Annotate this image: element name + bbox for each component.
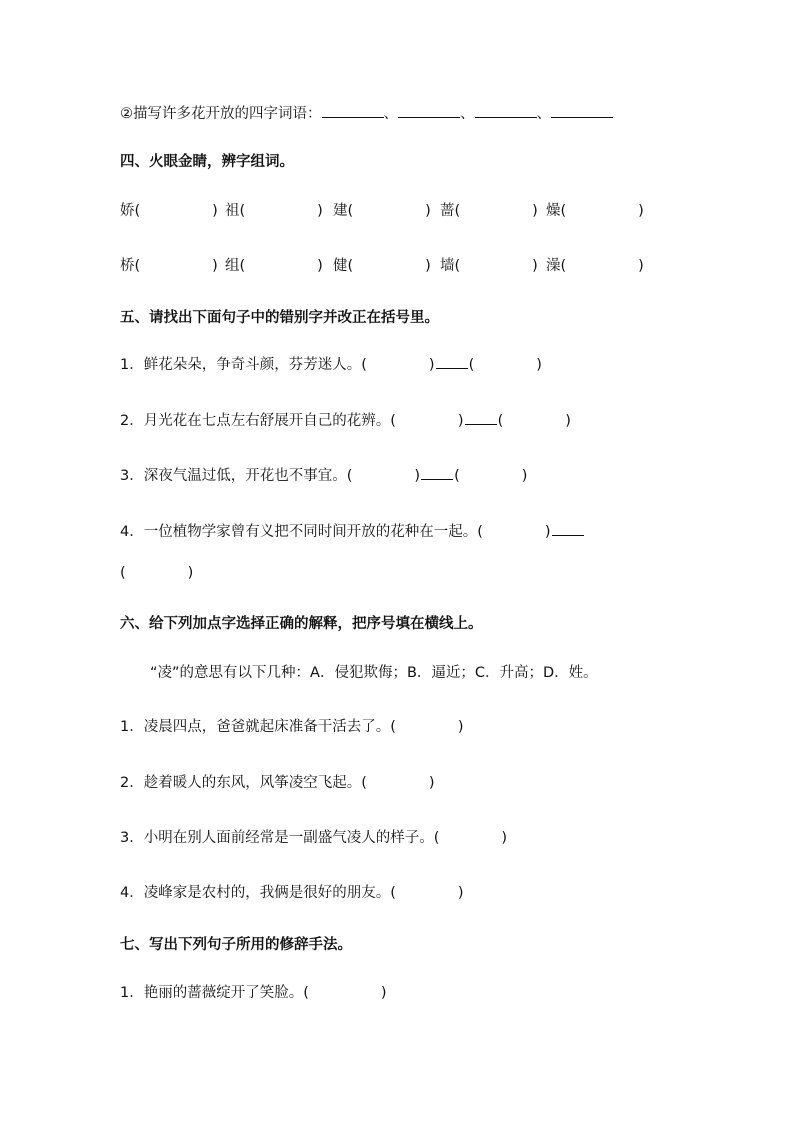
answer-blank-3[interactable]	[475, 106, 537, 118]
ling-item-2: 2．趁着暖人的东风，风筝凌空飞起。( )	[120, 775, 435, 791]
four-char-words-question: ②描写许多花开放的四字词语： 、 、 、	[120, 104, 613, 124]
ling-item-3: 3．小明在别人面前经常是一副盛气凌人的样子。( )	[120, 830, 508, 846]
section-4-heading: 四、火眼金睛，辨字组词。	[120, 154, 294, 170]
char-pair-4-top: 蔷( )	[440, 203, 538, 219]
char-pair-2-bottom: 组( )	[225, 258, 323, 274]
typo-item-2: 2．月光花在七点左右舒展开自己的花辨。( ) ( )	[120, 413, 571, 429]
char-pair-3-bottom: 健( )	[333, 258, 431, 274]
ling-item-4: 4．凌峰家是农村的，我俩是很好的朋友。( )	[120, 885, 464, 901]
answer-blank-2[interactable]	[398, 106, 460, 118]
four-char-words-prompt: ②描写许多花开放的四字词语：	[120, 106, 322, 122]
typo-item-4-answer: ( )	[120, 565, 194, 581]
char-pair-5-bottom: 澡( )	[546, 258, 644, 274]
char-pair-2-top: 祖( )	[225, 203, 323, 219]
typo-item-1: 1．鲜花朵朵，争奇斗颜，芬芳迷人。( ) ( )	[120, 357, 542, 373]
typo-item-3: 3．深夜气温过低，开花也不事宜。( ) ( )	[120, 468, 528, 484]
answer-blank-4[interactable]	[551, 106, 613, 118]
ling-item-1: 1．凌晨四点，爸爸就起床准备干活去了。( )	[120, 719, 464, 735]
answer-blank-1[interactable]	[322, 106, 384, 118]
char-pair-3-top: 建( )	[333, 203, 431, 219]
char-pair-1-top: 娇( )	[120, 203, 218, 219]
section-7-heading: 七、写出下列句子所用的修辞手法。	[120, 937, 352, 953]
typo-item-4: 4．一位植物学家曾有义把不同时间开放的花种在一起。( )	[120, 522, 585, 542]
char-pair-5-top: 燥( )	[546, 203, 644, 219]
ling-meanings-intro: “凌”的意思有以下几种：A．侵犯欺侮；B．逼近；C．升高；D．姓。	[150, 665, 598, 681]
section-5-heading: 五、请找出下面句子中的错别字并改正在括号里。	[120, 310, 439, 326]
section-6-heading: 六、给下列加点字选择正确的解释，把序号填在横线上。	[120, 616, 483, 632]
rhetoric-item-1: 1．艳丽的蔷薇绽开了笑脸。( )	[120, 985, 387, 1001]
char-pair-1-bottom: 桥( )	[120, 258, 218, 274]
char-pair-4-bottom: 墙( )	[440, 258, 538, 274]
